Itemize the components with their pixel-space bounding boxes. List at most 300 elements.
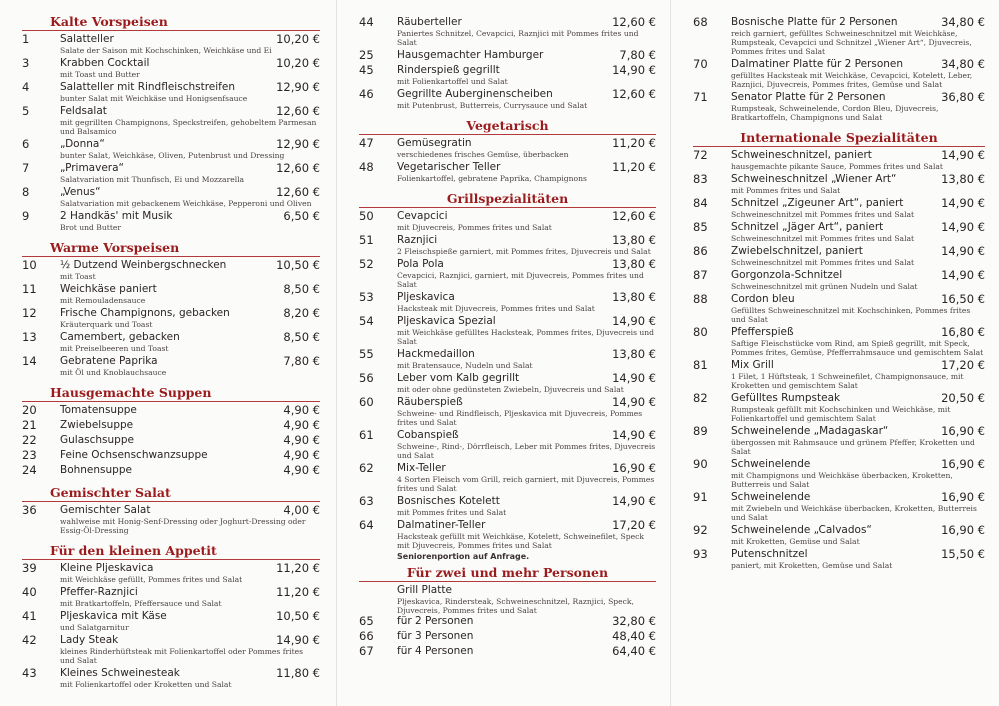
item-name: Gefülltes Rumpsteak <box>731 392 841 404</box>
item-number: 6 <box>22 137 30 151</box>
item-description: gefülltes Hacksteak mit Weichkäse, Cevapcici, Kotelett, Leber, Raznjici, Djuvecreis, Pommes frites, Gemüse und Salat <box>731 71 973 89</box>
item-name: Pfefferspieß <box>731 326 794 338</box>
item-description: mit Preiselbeeren und Toast <box>60 344 169 353</box>
menu-item <box>359 64 656 86</box>
item-price: 14,90 € <box>612 63 656 77</box>
item-name: Leber vom Kalb gegrillt <box>397 372 520 384</box>
menu-item <box>22 210 320 232</box>
item-description: mit Kroketten, Gemüse und Salat <box>731 537 860 546</box>
item-number: 11 <box>22 282 37 296</box>
item-description: mit Champignons und Weichkäse überbacken, Kroketten, Butterreis und Salat <box>731 471 953 489</box>
menu-item <box>693 91 985 122</box>
item-number: 85 <box>693 220 708 234</box>
item-number: 44 <box>359 15 374 29</box>
menu-item <box>22 562 320 584</box>
section-title: Kalte Vorspeisen <box>22 14 320 31</box>
item-price: 12,60 € <box>276 104 320 118</box>
item-description: Rumpsteak gefüllt mit Kochschinken und Weichkäse, mit Folienkartoffel und gemischtem Salat <box>731 405 951 423</box>
item-number: 40 <box>22 585 37 599</box>
item-price: 11,20 € <box>276 561 320 575</box>
item-name: Mix Grill <box>731 359 774 371</box>
item-name: Räuberteller <box>397 16 462 28</box>
item-number: 63 <box>359 494 374 508</box>
item-name: Krabben Cocktail <box>60 57 150 69</box>
item-name: Gegrillte Auberginenscheiben <box>397 88 553 100</box>
item-price: 36,80 € <box>941 90 985 104</box>
item-number: 23 <box>22 448 37 462</box>
item-price: 8,20 € <box>283 306 320 320</box>
item-name: Rinderspieß gegrillt <box>397 64 500 76</box>
menu-column-2 <box>336 0 666 706</box>
item-name: für 4 Personen <box>397 645 474 657</box>
item-number: 48 <box>359 160 374 174</box>
item-price: 16,90 € <box>941 523 985 537</box>
item-number: 41 <box>22 609 37 623</box>
item-name: Gorgonzola-Schnitzel <box>731 269 843 281</box>
item-price: 12,60 € <box>276 185 320 199</box>
item-number: 50 <box>359 209 374 223</box>
item-description: Hacksteak mit Djuvecreis, Pommes frites und Salat <box>397 304 595 313</box>
item-number: 13 <box>22 330 37 344</box>
item-price: 14,90 € <box>941 268 985 282</box>
item-number: 36 <box>22 503 37 517</box>
menu-item <box>693 359 985 390</box>
item-price: 10,20 € <box>276 32 320 46</box>
menu-item <box>693 149 985 171</box>
item-description: und Salatgarnitur <box>60 623 129 632</box>
item-description: paniert, mit Kroketten, Gemüse und Salat <box>731 561 893 570</box>
menu-item <box>693 269 985 291</box>
menu-item <box>693 392 985 423</box>
item-price: 4,90 € <box>283 418 320 432</box>
item-name: Gebratene Paprika <box>60 355 158 367</box>
item-number: 5 <box>22 104 30 118</box>
menu-item <box>359 495 656 517</box>
item-price: 8,50 € <box>283 282 320 296</box>
item-description: hausgemachte pikante Sauce, Pommes frites und Salat <box>731 162 943 171</box>
item-description: 4 Sorten Fleisch vom Grill, reich garniert, mit Djuvecreis, Pommes frites und Salat <box>397 475 655 493</box>
item-price: 13,80 € <box>941 172 985 186</box>
item-price: 12,90 € <box>276 80 320 94</box>
item-price: 16,80 € <box>941 325 985 339</box>
item-name: Raznjici <box>397 234 438 246</box>
menu-item <box>22 449 320 462</box>
item-price: 12,60 € <box>612 15 656 29</box>
item-price: 14,90 € <box>941 148 985 162</box>
item-name: Kleines Schweinesteak <box>60 667 180 679</box>
item-description: Salate der Saison mit Kochschinken, Weichkäse und Ei <box>60 46 272 55</box>
item-price: 14,90 € <box>612 428 656 442</box>
item-price: 11,20 € <box>612 136 656 150</box>
item-name: für 3 Personen <box>397 630 474 642</box>
menu-item <box>22 667 320 689</box>
item-description: Paniertes Schnitzel, Cevapcici, Raznjici mit Pommes frites und Salat <box>397 29 639 47</box>
item-number: 72 <box>693 148 708 162</box>
item-name: Kleine Pljeskavica <box>60 562 154 574</box>
menu-item <box>359 137 656 159</box>
menu-item <box>359 291 656 313</box>
item-name: Mix-Teller <box>397 462 446 474</box>
item-number: 70 <box>693 57 708 71</box>
menu-item <box>22 586 320 608</box>
item-price: 7,80 € <box>283 354 320 368</box>
item-price: 20,50 € <box>941 391 985 405</box>
menu-item <box>22 81 320 103</box>
section-title: Hausgemachte Suppen <box>22 385 320 402</box>
item-price: 17,20 € <box>612 518 656 532</box>
item-number: 46 <box>359 87 374 101</box>
menu-item <box>22 186 320 208</box>
menu-item <box>693 173 985 195</box>
item-name: Hausgemachter Hamburger <box>397 49 544 61</box>
item-name: Schnitzel „Zigeuner Art“, paniert <box>731 197 904 209</box>
menu-item <box>359 348 656 370</box>
menu-item <box>693 458 985 489</box>
item-number: 12 <box>22 306 37 320</box>
item-name: für 2 Personen <box>397 615 474 627</box>
item-price: 13,80 € <box>612 347 656 361</box>
section-title: Vegetarisch <box>359 118 656 135</box>
item-number: 52 <box>359 257 374 271</box>
item-number: 61 <box>359 428 374 442</box>
item-price: 14,90 € <box>941 244 985 258</box>
item-number: 7 <box>22 161 30 175</box>
item-description: Rumpsteak, Schweinelende, Cordon Bleu, Djuvecreis, Bratkartoffeln, Champignons und Salat <box>731 104 939 122</box>
section-spacer <box>22 691 320 697</box>
item-price: 14,90 € <box>276 633 320 647</box>
item-number: 56 <box>359 371 374 385</box>
grill-platte-name: Grill Platte <box>397 584 452 596</box>
item-price: 48,40 € <box>612 629 656 643</box>
menu-item <box>22 464 320 477</box>
menu-item <box>693 16 985 56</box>
menu-item <box>359 16 656 47</box>
item-description: mit Remouladensauce <box>60 296 146 305</box>
item-number: 39 <box>22 561 37 575</box>
item-number: 86 <box>693 244 708 258</box>
item-name: „Primavera“ <box>60 162 124 174</box>
menu-item <box>359 315 656 346</box>
item-description: bunter Salat mit Weichkäse und Honigsenfsauce <box>60 94 248 103</box>
menu-item <box>359 429 656 460</box>
item-price: 14,90 € <box>612 395 656 409</box>
item-name: „Venus“ <box>60 186 101 198</box>
item-number: 8 <box>22 185 30 199</box>
item-number: 82 <box>693 391 708 405</box>
menu-item <box>22 434 320 447</box>
item-price: 32,80 € <box>612 614 656 628</box>
menu-item <box>693 293 985 324</box>
menu-item <box>22 162 320 184</box>
item-number: 25 <box>359 48 374 62</box>
item-name: Dalmatiner Platte für 2 Personen <box>731 58 904 70</box>
item-name: Cevapcici <box>397 210 448 222</box>
item-number: 1 <box>22 32 30 46</box>
menu-column-3 <box>670 0 999 706</box>
item-price: 8,50 € <box>283 330 320 344</box>
menu-item <box>693 425 985 456</box>
item-description: mit gegrillten Champignons, Speckstreifen, gehobeltem Parmesan und Balsamico <box>60 118 317 136</box>
item-name: Senator Platte für 2 Personen <box>731 91 886 103</box>
item-price: 4,90 € <box>283 433 320 447</box>
item-number: 89 <box>693 424 708 438</box>
item-price: 16,90 € <box>941 490 985 504</box>
item-number: 53 <box>359 290 374 304</box>
item-description: mit Öl und Knoblauchsauce <box>60 368 167 377</box>
menu-item <box>359 258 656 289</box>
section-title: Grillspezialitäten <box>359 191 656 208</box>
menu-item <box>22 105 320 136</box>
menu-item <box>693 491 985 522</box>
item-price: 64,40 € <box>612 644 656 658</box>
item-description: Saftige Fleischstücke vom Rind, am Spieß gegrillt, mit Speck, Pommes frites, Gemüse, Pfefferrahmsauce und gemischtem Salat <box>731 339 984 357</box>
menu-item <box>22 419 320 432</box>
item-number: 24 <box>22 463 37 477</box>
item-number: 14 <box>22 354 37 368</box>
item-name: Bohnensuppe <box>60 464 132 476</box>
item-price: 14,90 € <box>941 220 985 234</box>
item-description: kleines Rinderhüftsteak mit Folienkartoffel oder Pommes frites und Salat <box>60 647 304 665</box>
item-description: 1 Filet, 1 Hüftsteak, 1 Schweinefilet, Champignonsauce, mit Kroketten und gemischtem Salat <box>731 372 964 390</box>
item-name: Putenschnitzel <box>731 548 808 560</box>
grill-platte-description: Pljeskavica, Rindersteak, Schweineschnitzel, Raznjici, Speck, Djuvecreis, Pommes frites und Salat <box>397 597 634 615</box>
item-price: 11,20 € <box>612 160 656 174</box>
item-description: Schweineschnitzel mit Pommes frites und Salat <box>731 234 915 243</box>
item-name: Gemischter Salat <box>60 504 151 516</box>
item-price: 14,90 € <box>612 371 656 385</box>
item-name: Schweineschnitzel, paniert <box>731 149 872 161</box>
item-price: 15,50 € <box>941 547 985 561</box>
menu-item <box>693 221 985 243</box>
item-description: Cevapcici, Raznjici, garniert, mit Djuvecreis, Pommes frites und Salat <box>397 271 644 289</box>
item-name: Pljeskavica Spezial <box>397 315 496 327</box>
menu-item <box>359 519 656 550</box>
menu-item <box>22 331 320 353</box>
item-description: Gefülltes Schweineschnitzel mit Kochschinken, Pommes frites und Salat <box>731 306 971 324</box>
item-name: Feldsalat <box>60 105 107 117</box>
item-name: Räuberspieß <box>397 396 463 408</box>
item-number: 84 <box>693 196 708 210</box>
item-name: Zwiebelschnitzel, paniert <box>731 245 863 257</box>
senior-note: Seniorenportion auf Anfrage. <box>397 552 530 561</box>
item-name: Salatteller mit Rindfleischstreifen <box>60 81 235 93</box>
item-name: ½ Dutzend Weinbergschnecken <box>60 259 227 271</box>
item-number: 92 <box>693 523 708 537</box>
item-description: mit Putenbrust, Butterreis, Currysauce und Salat <box>397 101 588 110</box>
item-name: Salatteller <box>60 33 114 45</box>
item-description: Hacksteak gefüllt mit Weichkäse, Kotelett, Schweinefilet, Speck mit Djuvecreis, Pommes frites und Salat <box>397 532 644 550</box>
item-number: 62 <box>359 461 374 475</box>
item-price: 12,60 € <box>276 161 320 175</box>
menu-item <box>22 634 320 665</box>
item-name: „Donna“ <box>60 138 105 150</box>
menu-item <box>359 615 656 628</box>
section-title: Warme Vorspeisen <box>22 240 320 257</box>
item-number: 91 <box>693 490 708 504</box>
item-name: Cobanspieß <box>397 429 459 441</box>
item-name: Feine Ochsenschwanzsuppe <box>60 449 208 461</box>
item-name: Schnitzel „Jäger Art“, paniert <box>731 221 884 233</box>
menu-item <box>359 49 656 62</box>
item-description: mit Djuvecreis, Pommes frites und Salat <box>397 223 552 232</box>
item-price: 14,90 € <box>612 314 656 328</box>
item-number: 43 <box>22 666 37 680</box>
item-number: 47 <box>359 136 374 150</box>
menu-item <box>22 355 320 377</box>
section-title: Internationale Spezialitäten <box>693 130 985 147</box>
item-number: 93 <box>693 547 708 561</box>
item-price: 4,90 € <box>283 463 320 477</box>
menu-item <box>359 210 656 232</box>
menu-item <box>693 524 985 546</box>
item-description: mit Toast <box>60 272 96 281</box>
item-number: 68 <box>693 15 708 29</box>
item-price: 16,90 € <box>612 461 656 475</box>
item-price: 11,80 € <box>276 666 320 680</box>
item-price: 11,20 € <box>276 585 320 599</box>
item-description: mit Zwiebeln und Weichkäse überbacken, Kroketten, Butterreis und Salat <box>731 504 977 522</box>
item-price: 12,60 € <box>612 209 656 223</box>
item-description: mit Toast und Butter <box>60 70 140 79</box>
item-description: Salatvariation mit gebackenem Weichkäse, Pepperoni und Oliven <box>60 199 312 208</box>
item-number: 20 <box>22 403 37 417</box>
item-name: Camembert, gebacken <box>60 331 180 343</box>
item-price: 16,90 € <box>941 457 985 471</box>
menu-item <box>359 161 656 183</box>
menu-item <box>359 630 656 643</box>
item-number: 9 <box>22 209 30 223</box>
item-name: Dalmatiner-Teller <box>397 519 486 531</box>
item-description: mit Bratensauce, Nudeln und Salat <box>397 361 533 370</box>
item-description: Folienkartoffel, gebratene Paprika, Champignons <box>397 174 587 183</box>
section-title: Für den kleinen Appetit <box>22 543 320 560</box>
item-name: Hackmedaillon <box>397 348 475 360</box>
item-description: bunter Salat, Weichkäse, Oliven, Putenbrust und Dressing <box>60 151 285 160</box>
item-price: 14,90 € <box>612 494 656 508</box>
item-number: 21 <box>22 418 37 432</box>
item-price: 13,80 € <box>612 290 656 304</box>
menu-item <box>22 283 320 305</box>
item-number: 51 <box>359 233 374 247</box>
item-number: 4 <box>22 80 30 94</box>
menu-item <box>359 234 656 256</box>
menu-item <box>359 88 656 110</box>
item-price: 4,00 € <box>283 503 320 517</box>
item-name: Pfeffer-Raznjici <box>60 586 138 598</box>
menu-item <box>693 326 985 357</box>
item-price: 14,90 € <box>941 196 985 210</box>
item-name: Frische Champignons, gebacken <box>60 307 230 319</box>
item-description: mit Weichkäse gefülltes Hacksteak, Pommes frites, Djuvecreis und Salat <box>397 328 655 346</box>
item-price: 16,90 € <box>941 424 985 438</box>
item-price: 13,80 € <box>612 257 656 271</box>
item-number: 45 <box>359 63 374 77</box>
item-number: 65 <box>359 614 374 628</box>
item-price: 10,20 € <box>276 56 320 70</box>
item-price: 12,90 € <box>276 137 320 151</box>
section-title: Gemischter Salat <box>22 485 320 502</box>
item-description: mit Pommes frites und Salat <box>397 508 507 517</box>
menu-item <box>22 57 320 79</box>
item-description: mit oder ohne gedünsteten Zwiebeln, Djuvecreis und Salat <box>397 385 624 394</box>
section-title: Für zwei und mehr Personen <box>359 565 656 582</box>
item-number: 54 <box>359 314 374 328</box>
item-name: Cordon bleu <box>731 293 795 305</box>
item-name: Weichkäse paniert <box>60 283 157 295</box>
item-name: 2 Handkäs' mit Musik <box>60 210 173 222</box>
item-description: übergossen mit Rahmsauce und grünem Pfeffer, Kroketten und Salat <box>731 438 975 456</box>
item-description: Brot und Butter <box>60 223 122 232</box>
item-description: reich garniert, gefülltes Schweineschnitzel mit Weichkäse, Rumpsteak, Cevapcici und Schnitzel „Wiener Art“, Djuvecreis, Pommes frites und Salat <box>731 29 972 56</box>
item-name: Lady Steak <box>60 634 119 646</box>
menu-item <box>22 504 320 535</box>
item-number: 88 <box>693 292 708 306</box>
item-name: Gulaschsuppe <box>60 434 134 446</box>
item-number: 42 <box>22 633 37 647</box>
item-description: Salatvariation mit Thunfisch, Ei und Mozzarella <box>60 175 245 184</box>
item-price: 13,80 € <box>612 233 656 247</box>
menu-item <box>22 259 320 281</box>
item-number: 3 <box>22 56 30 70</box>
item-name: Schweinelende <box>731 491 811 503</box>
item-price: 12,60 € <box>612 87 656 101</box>
menu-item <box>359 372 656 394</box>
item-description: Schweineschnitzel mit Pommes frites und Salat <box>731 258 915 267</box>
item-name: Pola Pola <box>397 258 444 270</box>
menu-item <box>359 462 656 493</box>
menu-item <box>693 197 985 219</box>
menu-item <box>359 396 656 427</box>
item-number: 67 <box>359 644 374 658</box>
item-description: wahlweise mit Honig-Senf-Dressing oder Joghurt-Dressing oder Essig-Öl-Dressing <box>60 517 306 535</box>
item-description: Schweine- und Rindfleisch, Pljeskavica mit Djuvecreis, Pommes frites und Salat <box>397 409 643 427</box>
item-number: 81 <box>693 358 708 372</box>
item-name: Pljeskavica mit Käse <box>60 610 167 622</box>
item-description: Schweine-, Rind-, Dörrfleisch, Leber mit Pommes frites, Djuvecreis und Salat <box>397 442 656 460</box>
menu-item <box>693 548 985 570</box>
item-description: Schweineschnitzel mit Pommes frites und Salat <box>731 210 915 219</box>
item-name: Gemüsegratin <box>397 137 472 149</box>
item-number: 55 <box>359 347 374 361</box>
item-name: Tomatensuppe <box>60 404 137 416</box>
item-description: 2 Fleischspieße garniert, mit Pommes frites, Djuvecreis und Salat <box>397 247 651 256</box>
item-description: mit Bratkartoffeln, Pfeffersauce und Salat <box>60 599 222 608</box>
item-description: mit Folienkartoffel oder Kroketten und Salat <box>60 680 232 689</box>
item-description: verschiedenes frisches Gemüse, überbacken <box>397 150 569 159</box>
item-name: Zwiebelsuppe <box>60 419 134 431</box>
item-name: Schweinelende „Madagaskar“ <box>731 425 889 437</box>
item-name: Schweineschnitzel „Wiener Art“ <box>731 173 897 185</box>
menu-item <box>693 58 985 89</box>
item-price: 7,80 € <box>619 48 656 62</box>
item-number: 87 <box>693 268 708 282</box>
item-price: 10,50 € <box>276 609 320 623</box>
item-price: 16,50 € <box>941 292 985 306</box>
item-number: 10 <box>22 258 37 272</box>
item-number: 64 <box>359 518 374 532</box>
menu-item <box>22 33 320 55</box>
item-number: 83 <box>693 172 708 186</box>
item-price: 10,50 € <box>276 258 320 272</box>
menu-item <box>22 138 320 160</box>
item-name: Pljeskavica <box>397 291 455 303</box>
item-name: Bosnische Platte für 2 Personen <box>731 16 898 28</box>
menu-item <box>22 404 320 417</box>
item-description: Kräuterquark und Toast <box>60 320 153 329</box>
menu-item <box>22 610 320 632</box>
item-price: 34,80 € <box>941 15 985 29</box>
item-number: 66 <box>359 629 374 643</box>
